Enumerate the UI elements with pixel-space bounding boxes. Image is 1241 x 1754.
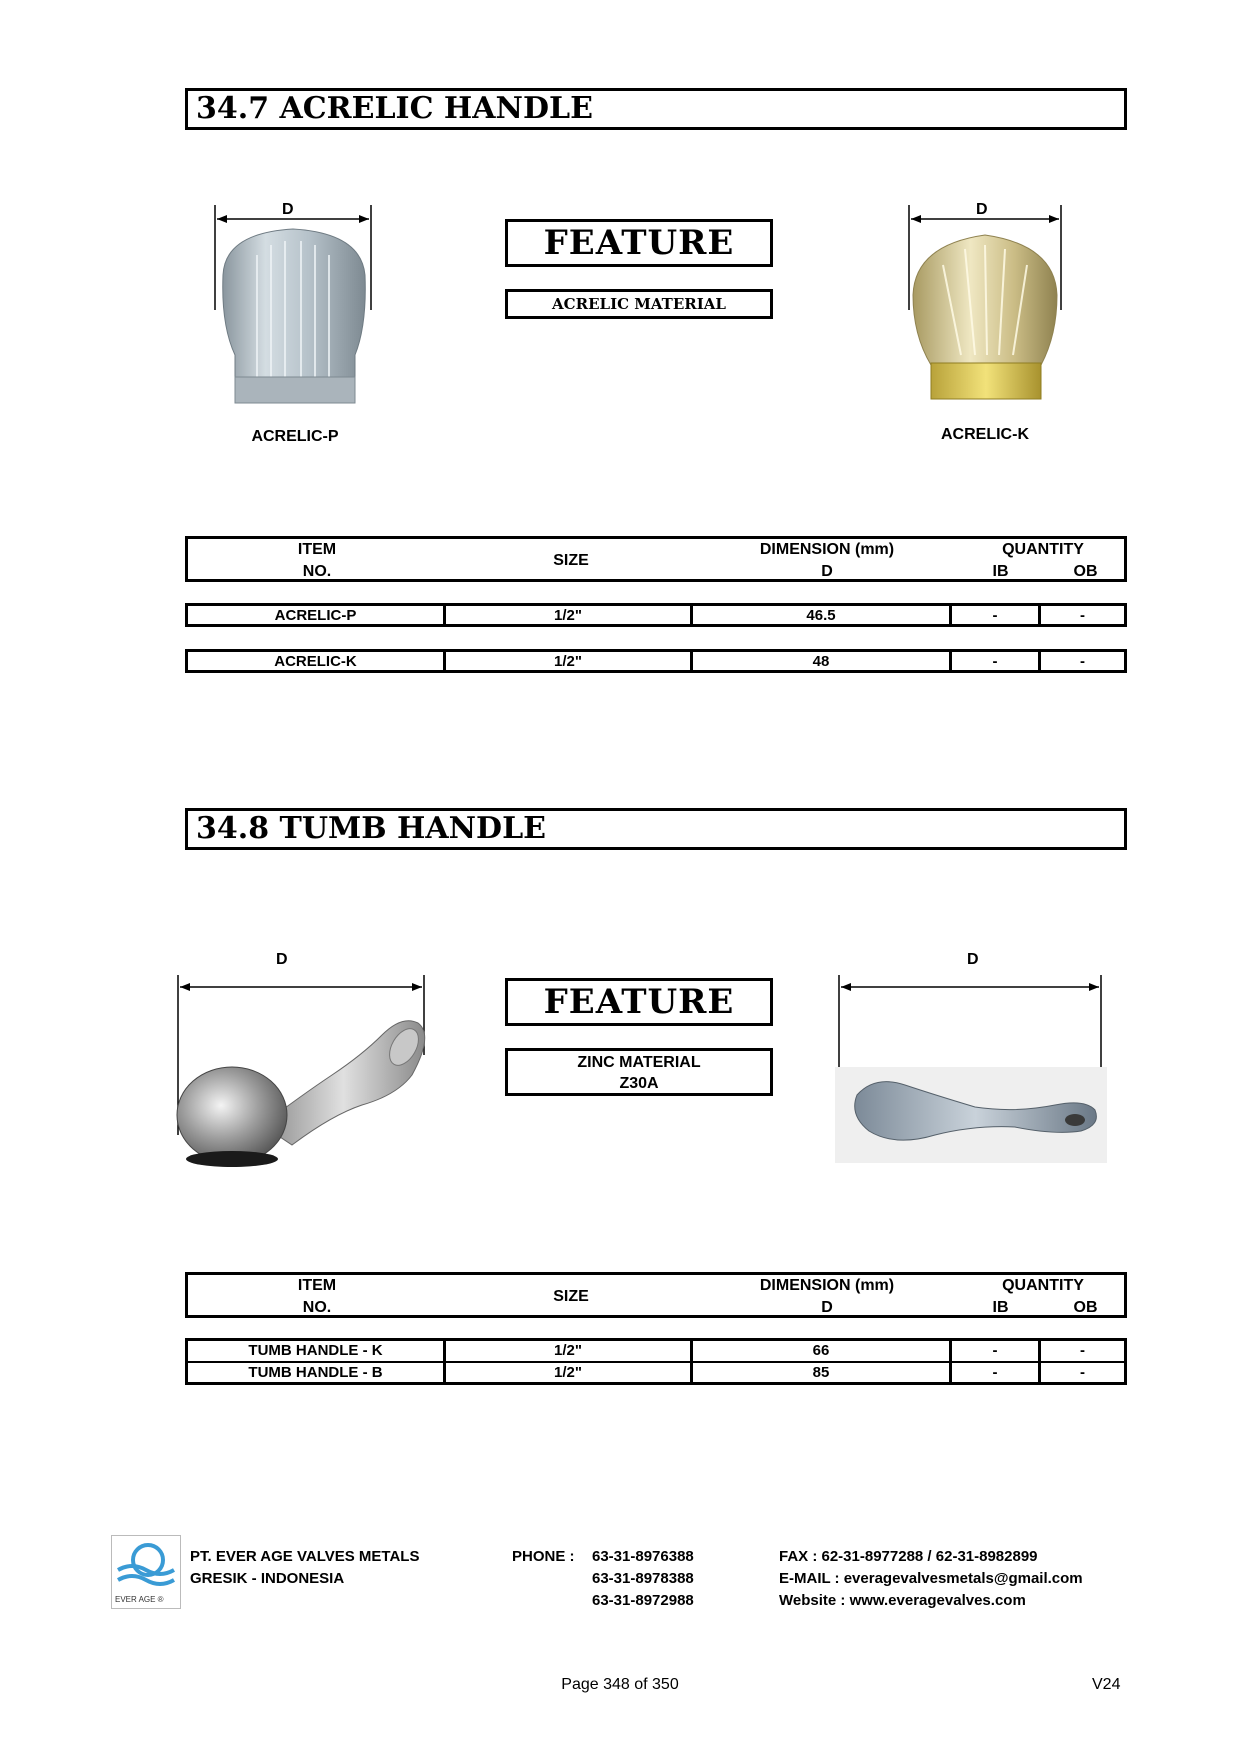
website-line: Website : www.everagevalves.com [779, 1592, 1026, 1609]
cell-dimension: 48 [693, 652, 952, 670]
cell-item: ACRELIC-K [188, 652, 446, 670]
cell-dimension: 85 [693, 1363, 952, 1383]
header-quantity: QUANTITY [1002, 1277, 1084, 1294]
table-row [188, 1361, 1124, 1383]
cell-dimension: 46.5 [693, 606, 952, 624]
feature-material-line2: Z30A [619, 1075, 659, 1092]
feature-heading-tumb: FEATURE [505, 978, 773, 1026]
feature-material-tumb [505, 1048, 773, 1096]
dimension-label-tumb-b: D [967, 951, 979, 968]
section-title-tumb: 34.8 TUMB HANDLE [185, 808, 1127, 850]
header-ib: IB [992, 563, 1009, 580]
page-number: Page 348 of 350 [561, 1676, 679, 1693]
phone-label: PHONE : [512, 1548, 575, 1565]
acrelic-p-illustration [205, 205, 390, 405]
phone-number-2: 63-31-8978388 [592, 1570, 694, 1587]
table-body-tumb [185, 1338, 1127, 1385]
header-item-line1: ITEM [297, 1277, 337, 1294]
dimension-label-acrelic-k: D [976, 201, 988, 218]
cell-ob: - [1080, 1342, 1085, 1359]
cell-ib: - [952, 606, 1041, 624]
header-dimension-d: D [821, 1299, 833, 1316]
table-row [185, 649, 1127, 673]
cell-dimension: 66 [693, 1341, 952, 1361]
header-ob: OB [1073, 563, 1098, 580]
company-name: PT. EVER AGE VALVES METALS [190, 1548, 420, 1565]
cell-item: ACRELIC-P [188, 606, 446, 624]
fax-line: FAX : 62-31-8977288 / 62-31-8982899 [779, 1548, 1038, 1565]
cell-ib: - [952, 652, 1041, 670]
header-size: SIZE [553, 552, 589, 569]
phone-number-1: 63-31-8976388 [592, 1548, 694, 1565]
tumb-handle-b-illustration [835, 975, 1107, 1165]
header-quantity: QUANTITY [1002, 541, 1084, 558]
table-row [188, 1341, 1124, 1361]
acrelic-k-illustration [903, 205, 1073, 400]
table-header-acrelic [185, 536, 1127, 582]
phone-number-3: 63-31-8972988 [592, 1592, 694, 1609]
cell-ib: - [952, 1363, 1041, 1383]
cell-size: 1/2" [446, 1341, 693, 1361]
header-size: SIZE [553, 1288, 589, 1305]
ever-age-logo-icon [112, 1538, 180, 1594]
cell-item: TUMB HANDLE - K [188, 1341, 446, 1361]
cell-size: 1/2" [446, 606, 693, 624]
section-title-acrelic: 34.7 ACRELIC HANDLE [185, 88, 1127, 130]
header-dimension: DIMENSION (mm) [759, 1277, 895, 1294]
email-line: E-MAIL : everagevalvesmetals@gmail.com [779, 1570, 1083, 1587]
cell-ob: - [1080, 1363, 1085, 1381]
feature-heading-acrelic: FEATURE [505, 219, 773, 267]
dimension-label-tumb-k: D [276, 951, 288, 968]
header-item-line2: NO. [302, 1299, 332, 1316]
feature-material-line1: ZINC MATERIAL [577, 1054, 701, 1071]
table-header-tumb [185, 1272, 1127, 1318]
version-label: V24 [1092, 1676, 1121, 1693]
header-dimension-d: D [821, 563, 833, 580]
company-logo [111, 1535, 181, 1609]
cell-size: 1/2" [446, 1363, 693, 1383]
table-row [185, 603, 1127, 627]
header-dimension: DIMENSION (mm) [759, 541, 895, 558]
feature-material-acrelic: ACRELIC MATERIAL [505, 289, 773, 319]
tumb-handle-k-illustration [172, 975, 434, 1180]
logo-text: EVER AGE ® [115, 1595, 164, 1604]
header-item-line1: ITEM [297, 541, 337, 558]
header-ib: IB [992, 1299, 1009, 1316]
header-ob: OB [1073, 1299, 1098, 1316]
cell-ib: - [952, 1341, 1041, 1361]
caption-acrelic-p: ACRELIC-P [251, 428, 339, 445]
cell-ob: - [1080, 653, 1085, 670]
caption-acrelic-k: ACRELIC-K [941, 426, 1029, 443]
cell-item: TUMB HANDLE - B [188, 1363, 446, 1383]
cell-size: 1/2" [446, 652, 693, 670]
dimension-label-acrelic-p: D [282, 201, 294, 218]
header-item-line2: NO. [302, 563, 332, 580]
company-location: GRESIK - INDONESIA [190, 1570, 345, 1587]
cell-ob: - [1080, 607, 1085, 624]
